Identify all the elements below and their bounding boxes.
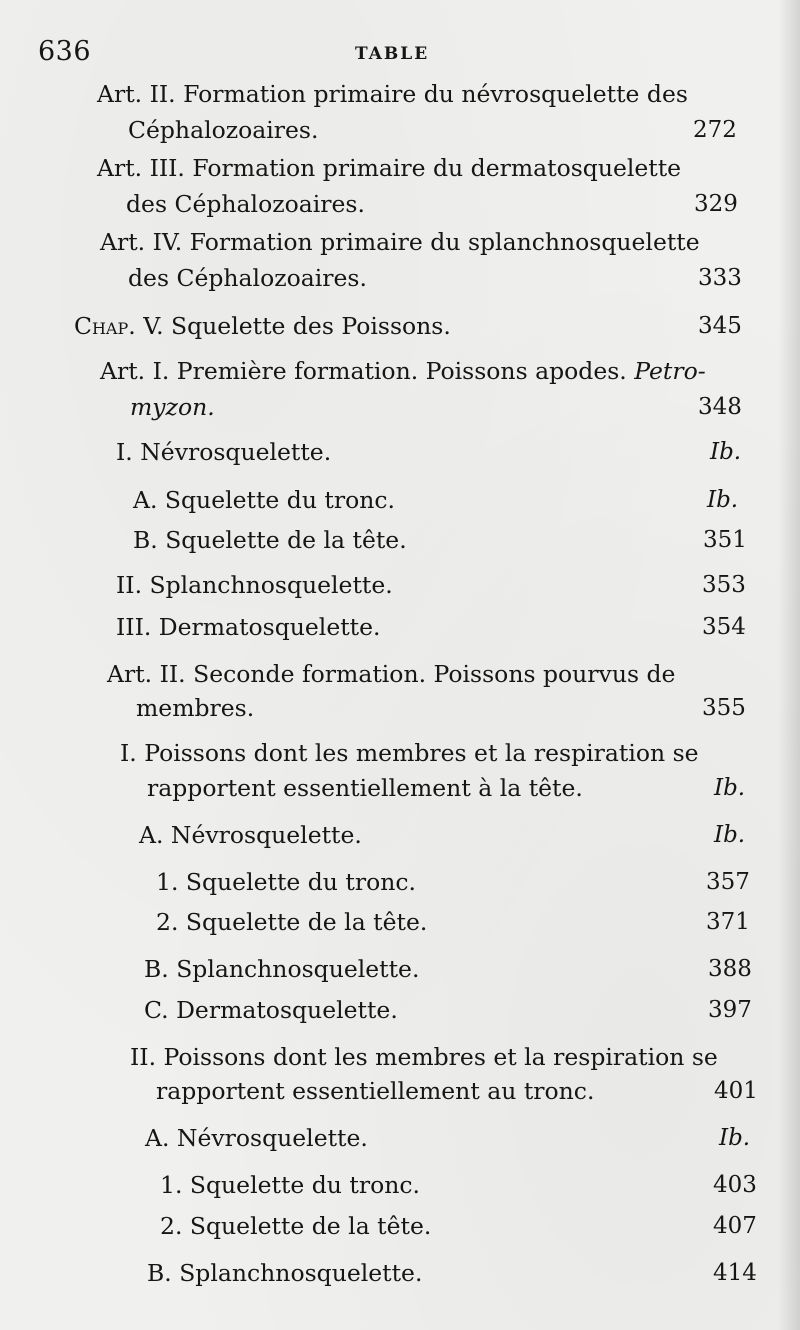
entry-text: A. Névrosquelette. — [139, 821, 362, 849]
toc-entry — [120, 735, 740, 771]
entry-page-number: 397 — [708, 997, 752, 1023]
entry-text: Art. II. Seconde formation. Poissons pourvus de — [107, 660, 676, 688]
toc-entry-continuation — [130, 389, 740, 425]
entry-continuation-text: rapportent essentiellement à la tête. — [147, 774, 583, 802]
entry-page-number: 329 — [694, 191, 738, 217]
toc-entry — [156, 904, 750, 940]
toc-entry — [107, 656, 740, 692]
entry-page-number: 388 — [708, 956, 752, 982]
toc-entry-continuation — [156, 1073, 758, 1109]
entry-text: Art. I. Première formation. Poissons apodes. — [100, 357, 627, 385]
toc-entry — [145, 1120, 751, 1156]
entry-text: 1. Squelette du tronc. — [156, 868, 417, 896]
toc-entry — [144, 951, 752, 987]
toc-entry — [100, 224, 800, 260]
entry-text: 2. Squelette de la tête. — [160, 1212, 432, 1240]
entry-page-number: 401 — [714, 1078, 758, 1104]
entry-page-number: 333 — [698, 265, 742, 291]
entry-text-italic: Petro- — [634, 357, 706, 385]
entry-text: A. Névrosquelette. — [145, 1124, 368, 1152]
entry-page-number: Ib. — [714, 775, 746, 801]
toc-entry-continuation — [136, 690, 746, 726]
toc-entry-continuation — [128, 112, 740, 148]
entry-text: 2. Squelette de la tête. — [156, 908, 428, 936]
entry-text: I. Poissons dont les membres et la respiration se — [120, 739, 699, 767]
entry-page-number: 407 — [713, 1213, 757, 1239]
toc-entry — [116, 434, 740, 470]
entry-text: Art. IV. Formation primaire du splanchnosquelette — [100, 228, 700, 256]
entry-text: Art. II. Formation primaire du névrosquelette des — [97, 80, 688, 108]
running-head: TABLE — [355, 44, 430, 64]
toc-entry — [139, 817, 746, 853]
entry-page-number: 345 — [698, 313, 742, 339]
toc-entry-continuation — [147, 770, 746, 806]
toc-entry — [97, 76, 800, 112]
toc-entry — [144, 992, 752, 1028]
chapter-prefix: Chap. — [74, 312, 136, 340]
entry-page-number: 403 — [713, 1172, 757, 1198]
entry-page-number: 414 — [713, 1260, 757, 1286]
entry-text: II. Splanchnosquelette. — [116, 571, 393, 599]
toc-entry — [160, 1167, 757, 1203]
toc-entry — [160, 1208, 757, 1244]
toc-entry-continuation — [126, 186, 740, 222]
entry-text: I. Névrosquelette. — [116, 438, 332, 466]
entry-page-number: 353 — [702, 572, 746, 598]
toc-entry — [100, 353, 740, 389]
entry-text: C. Dermatosquelette. — [144, 996, 398, 1024]
entry-text: III. Dermatosquelette. — [116, 613, 381, 641]
entry-page-number: 272 — [693, 117, 737, 143]
entry-page-number: 351 — [703, 527, 747, 553]
toc-entry — [116, 567, 746, 603]
entry-text: B. Splanchnosquelette. — [147, 1259, 423, 1287]
entry-continuation-italic: myzon. — [130, 393, 215, 421]
toc-entry — [97, 150, 800, 186]
entry-page-number: 348 — [698, 394, 742, 420]
entry-page-number: 354 — [702, 614, 746, 640]
entry-text: Art. III. Formation primaire du dermatosquelette — [97, 154, 682, 182]
entry-page-number: Ib. — [719, 1125, 751, 1151]
page-number: 636 — [38, 36, 92, 67]
entry-page-number: 371 — [706, 909, 750, 935]
entry-continuation-text: membres. — [136, 694, 255, 722]
toc-entry — [133, 482, 740, 518]
toc-entry — [116, 609, 746, 645]
entry-page-number: 357 — [706, 869, 750, 895]
toc-entry-continuation — [128, 260, 740, 296]
toc-entry — [130, 1039, 740, 1075]
entry-text: 1. Squelette du tronc. — [160, 1171, 421, 1199]
entry-text: II. Poissons dont les membres et la respiration se — [130, 1043, 718, 1071]
entry-page-number: Ib. — [714, 822, 746, 848]
entry-text: B. Splanchnosquelette. — [144, 955, 420, 983]
entry-continuation-text: Céphalozoaires. — [128, 116, 319, 144]
entry-page-number: 355 — [702, 695, 746, 721]
entry-continuation-text: des Céphalozoaires. — [128, 264, 367, 292]
entry-text: V. Squelette des Poissons. — [143, 312, 451, 340]
entry-continuation-text: rapportent essentiellement au tronc. — [156, 1077, 595, 1105]
entry-continuation-text: des Céphalozoaires. — [126, 190, 365, 218]
toc-chapter-entry — [74, 308, 740, 344]
entry-page-number: Ib. — [710, 439, 742, 465]
toc-entry — [156, 864, 750, 900]
toc-entry — [133, 522, 747, 558]
entry-page-number: Ib. — [707, 487, 739, 513]
toc-entry — [147, 1255, 757, 1291]
entry-text: A. Squelette du tronc. — [133, 486, 396, 514]
entry-text: B. Squelette de la tête. — [133, 526, 407, 554]
